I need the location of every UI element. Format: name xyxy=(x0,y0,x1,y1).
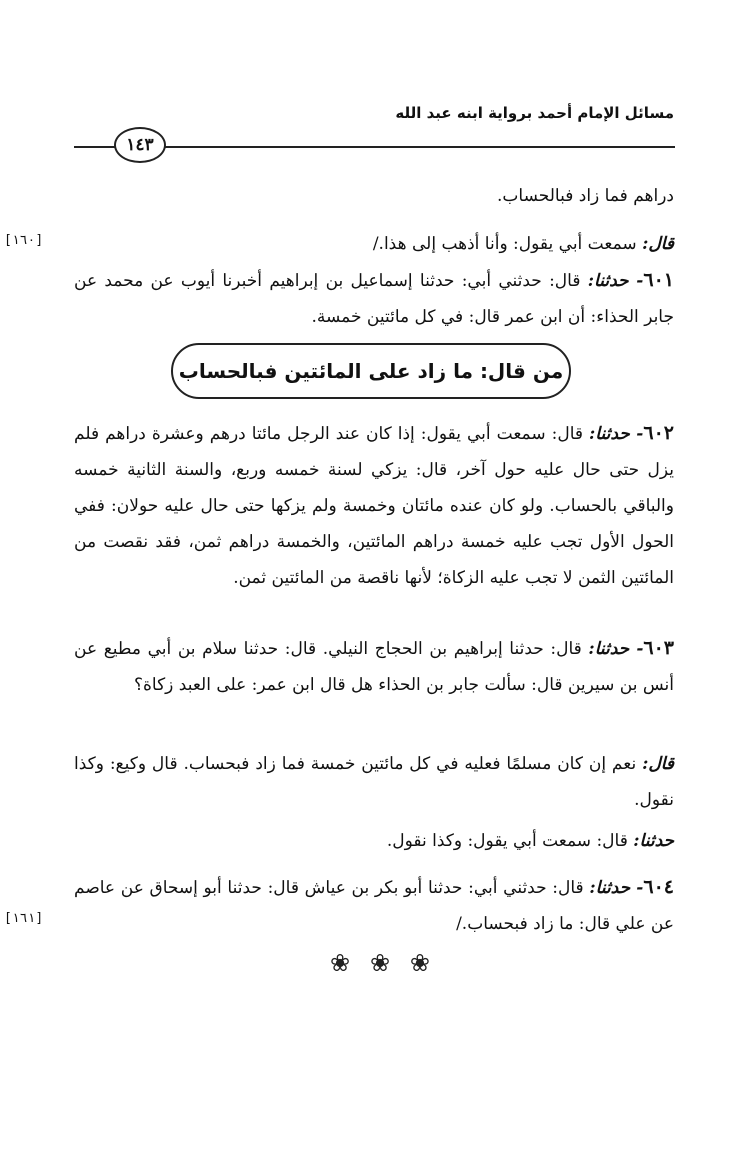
paragraph-head: حدثنا: xyxy=(633,831,674,851)
paragraph-head: قال: xyxy=(642,234,674,254)
flower-ornament-icon: ❀ xyxy=(409,949,430,977)
hadith-entry xyxy=(74,415,674,596)
page-number: ١٤٣ xyxy=(114,127,166,163)
paragraph-head: - حدثنا: xyxy=(588,639,644,659)
paragraph-head: - حدثنا: xyxy=(589,878,644,898)
hadith-entry xyxy=(74,869,674,942)
paragraph-text: قال: حدثني أبي: حدثنا إسماعيل بن إبراهيم أخبرنا أيوب عن محمد عن جابر الحذاء: أن ابن عمر قال: في كل مائتين خمسة. xyxy=(74,271,674,327)
section-heading: من قال: ما زاد على المائتين فبالحساب xyxy=(171,343,571,399)
flower-ornament-icon: ❀ xyxy=(330,949,351,977)
header-rule-right xyxy=(160,146,675,148)
section-end-ornaments xyxy=(330,948,430,978)
entry-number: ٦٠٣ xyxy=(643,637,674,659)
margin-reference: [١٦١] xyxy=(4,911,44,926)
entry-number: ٦٠٤ xyxy=(643,876,674,898)
paragraph-text: نعم إن كان مسلمًا فعليه في كل مائتين خمسة فما زاد فبحساب. قال وكيع: وكذا نقول. xyxy=(74,754,674,810)
paragraph-text: قال: حدثني أبي: حدثنا أبو بكر بن عياش قال: حدثنا أبو إسحاق عن عاصم عن علي قال: ما زاد فبحساب./ xyxy=(74,878,674,934)
hadith-entry xyxy=(74,262,674,335)
entry-number: ٦٠١ xyxy=(643,269,674,291)
paragraph-text: دراهم فما زاد فبالحساب. xyxy=(497,186,674,206)
hadith-entry xyxy=(74,630,674,703)
flower-ornament-icon: ❀ xyxy=(369,949,391,977)
paragraph xyxy=(114,823,674,859)
paragraph-text: سمعت أبي يقول: وأنا أذهب إلى هذا./ xyxy=(372,234,643,254)
paragraph-text: قال: سمعت أبي يقول: وكذا نقول. xyxy=(386,831,634,851)
paragraph-head: - حدثنا: xyxy=(589,424,644,444)
paragraph xyxy=(134,226,674,262)
paragraph-head: قال: xyxy=(642,754,674,774)
entry-number: ٦٠٢ xyxy=(643,422,674,444)
margin-reference: [١٦٠] xyxy=(4,233,44,248)
paragraph xyxy=(74,746,674,818)
running-header: مسائل الإمام أحمد برواية ابنه عبد الله xyxy=(395,104,674,122)
paragraph-text: قال: سمعت أبي يقول: إذا كان عند الرجل مائتا درهم وعشرة دراهم فلم يزل حتى حال عليه حول آخر، قال: يزكي لسنة خمسه وربع، والسنة الثانية خمسه والباقي بالحساب. ولو كان عنده مائتان وخمسة ولم يزكها حتى حال عليه حولان: ففي الحول الأول تجب عليه خمسة دراهم المائتين، والخمسة دراهم ثمن، فقد نقصت من المائتين الثمن لا تجب عليه الزكاة؛ لأنها ناقصة من المائتين ثمن. xyxy=(74,424,674,588)
paragraph-head: - حدثنا: xyxy=(587,271,644,291)
paragraph-text: قال: حدثنا إبراهيم بن الحجاج النيلي. قال: حدثنا سلام بن أبي مطيع عن أنس بن سيرين قال: سألت جابر بن الحذاء هل قال ابن عمر: على العبد زكاة؟ xyxy=(74,639,674,695)
paragraph xyxy=(174,178,674,214)
